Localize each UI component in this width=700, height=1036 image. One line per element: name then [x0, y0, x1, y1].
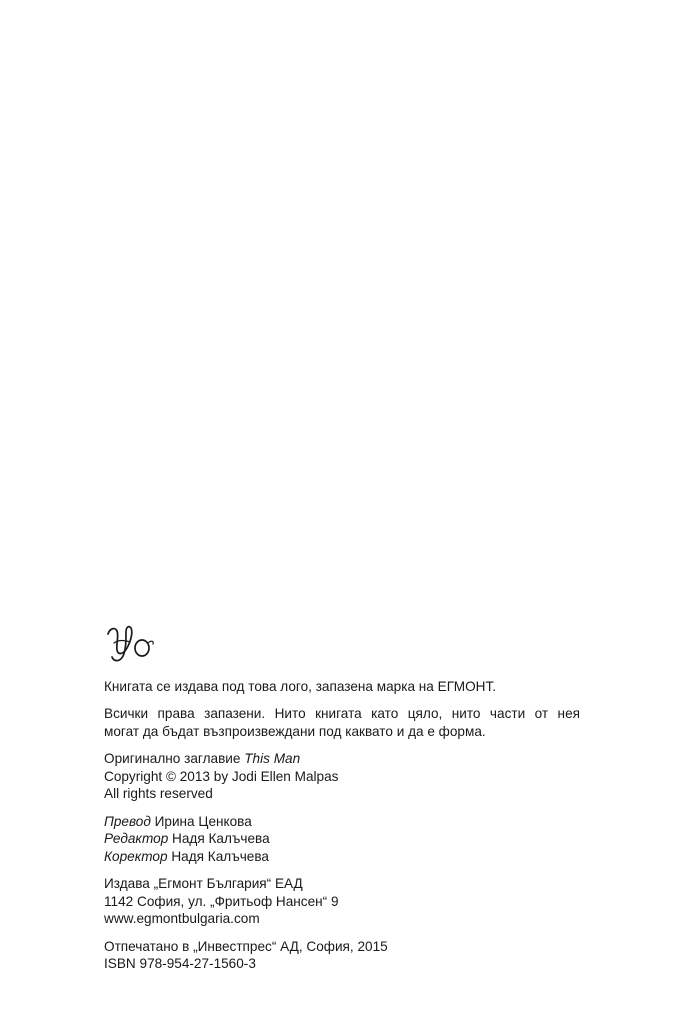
original-info: [104, 750, 624, 803]
publisher-line: Издава „Егмонт България“ ЕАД: [104, 876, 303, 891]
rights-notice: [104, 705, 624, 740]
logo-notice: [104, 678, 624, 696]
credit-role: Превод: [104, 813, 151, 829]
publisher-info: [104, 875, 624, 928]
credit-name: Ирина Ценкова: [154, 813, 252, 829]
imprint-block: [104, 622, 624, 983]
credit-role: Редактор: [104, 831, 169, 846]
publisher-website: www.egmontbulgaria.com: [104, 911, 260, 926]
printing-info: [104, 938, 624, 973]
credit-proofreader: [104, 848, 624, 866]
original-title-prefix: Оригинално заглавие: [104, 751, 241, 766]
credit-role: Коректор: [104, 848, 168, 864]
copyright-line: Copyright © 2013 by Jodi Ellen Malpas: [104, 768, 339, 784]
rights-line-2: могат да бъдат възпроизвеждани под каквато и да е форма.: [104, 723, 486, 739]
logo-notice-text: Книгата се издава под това лого, запазена марка на ЕГМОНТ.: [104, 678, 497, 694]
yo-monogram-icon: [104, 622, 160, 664]
printer-line: Отпечатано в „Инвестпрес“ АД, София, 2015: [104, 938, 388, 954]
isbn: ISBN 978-954-27-1560-3: [104, 956, 256, 971]
publisher-address: 1142 София, ул. „Фритьоф Нансен“ 9: [104, 893, 339, 909]
credits: [104, 813, 624, 866]
credit-name: Надя Калъчева: [172, 831, 270, 846]
original-title: This Man: [244, 751, 301, 766]
credit-translator: [104, 813, 624, 831]
original-title-line: [104, 750, 624, 768]
credit-name: Надя Калъчева: [171, 848, 269, 864]
credit-editor: [104, 830, 624, 848]
all-rights-reserved: All rights reserved: [104, 786, 213, 801]
rights-line-1: Всички права запазени. Нито книгата като цяло, нито части от нея: [104, 706, 580, 721]
